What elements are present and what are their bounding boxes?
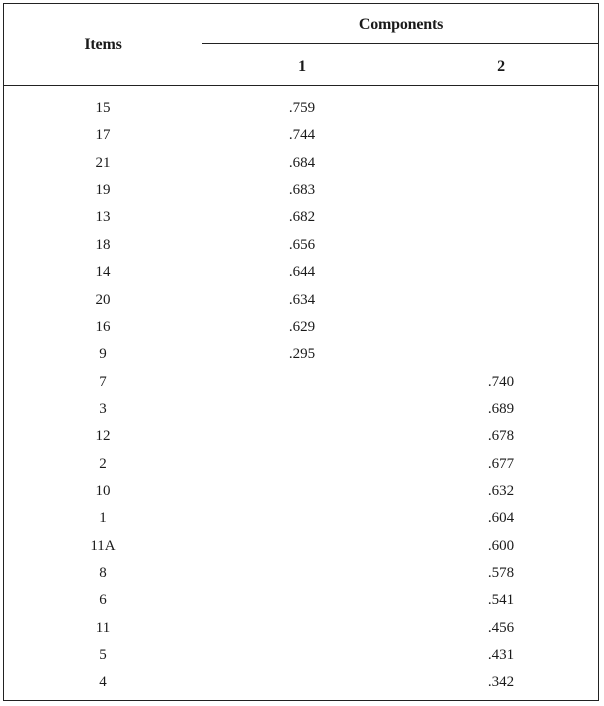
items-column-header: Items xyxy=(84,36,122,53)
component-1-loading: .759 xyxy=(288,100,316,116)
item-cell: 16 xyxy=(95,318,111,335)
item-cell: 11A xyxy=(90,537,116,554)
component-1-loading: .295 xyxy=(288,346,316,363)
item-cell: 14 xyxy=(95,264,111,281)
component-2-loading: .678 xyxy=(487,428,515,445)
item-cell: 4 xyxy=(99,674,107,691)
item-cell: 6 xyxy=(99,592,107,609)
item-cell: 10 xyxy=(95,482,111,499)
item-cell: 21 xyxy=(95,154,111,171)
item-cell: 9 xyxy=(99,346,107,363)
item-cell: 17 xyxy=(95,127,111,144)
component-2-loading: .431 xyxy=(487,647,515,663)
component-2-loading: .677 xyxy=(487,455,515,472)
item-cell: 19 xyxy=(95,182,111,199)
component-1-loading: .634 xyxy=(288,291,316,308)
component-2-loading: .600 xyxy=(487,537,515,554)
component-2-loading: .578 xyxy=(487,565,515,581)
item-cell: 20 xyxy=(95,291,111,308)
component-1-header: 1 xyxy=(298,58,306,75)
item-cell: 2 xyxy=(99,455,107,472)
component-1-loading: .684 xyxy=(288,154,316,171)
component-2-header: 2 xyxy=(497,58,505,75)
component-1-loading: .644 xyxy=(288,264,316,281)
component-2-loading: .604 xyxy=(487,510,515,527)
component-1-loading: .682 xyxy=(288,209,316,226)
item-cell: 12 xyxy=(95,428,111,445)
component-2-loading: .632 xyxy=(487,482,515,499)
item-cell: 11 xyxy=(95,619,111,636)
component-1-loading: .629 xyxy=(288,318,316,335)
component-1-loading: .744 xyxy=(288,127,316,144)
item-cell: 18 xyxy=(95,236,111,253)
item-cell: 1 xyxy=(99,510,107,527)
item-cell: 5 xyxy=(99,647,107,663)
item-cell: 3 xyxy=(99,400,107,417)
component-2-loading: .342 xyxy=(487,674,515,691)
component-2-loading: .689 xyxy=(487,400,515,417)
item-cell: 8 xyxy=(99,565,107,581)
item-cell: 7 xyxy=(99,373,107,390)
components-group-header: Components xyxy=(358,16,444,33)
component-1-loading: .683 xyxy=(288,182,316,199)
item-cell: 15 xyxy=(95,100,111,116)
component-1-loading: .656 xyxy=(288,236,316,253)
component-2-loading: .740 xyxy=(487,373,515,390)
component-2-loading: .456 xyxy=(487,619,515,636)
component-2-loading: .541 xyxy=(487,592,515,609)
item-cell: 13 xyxy=(95,209,111,226)
